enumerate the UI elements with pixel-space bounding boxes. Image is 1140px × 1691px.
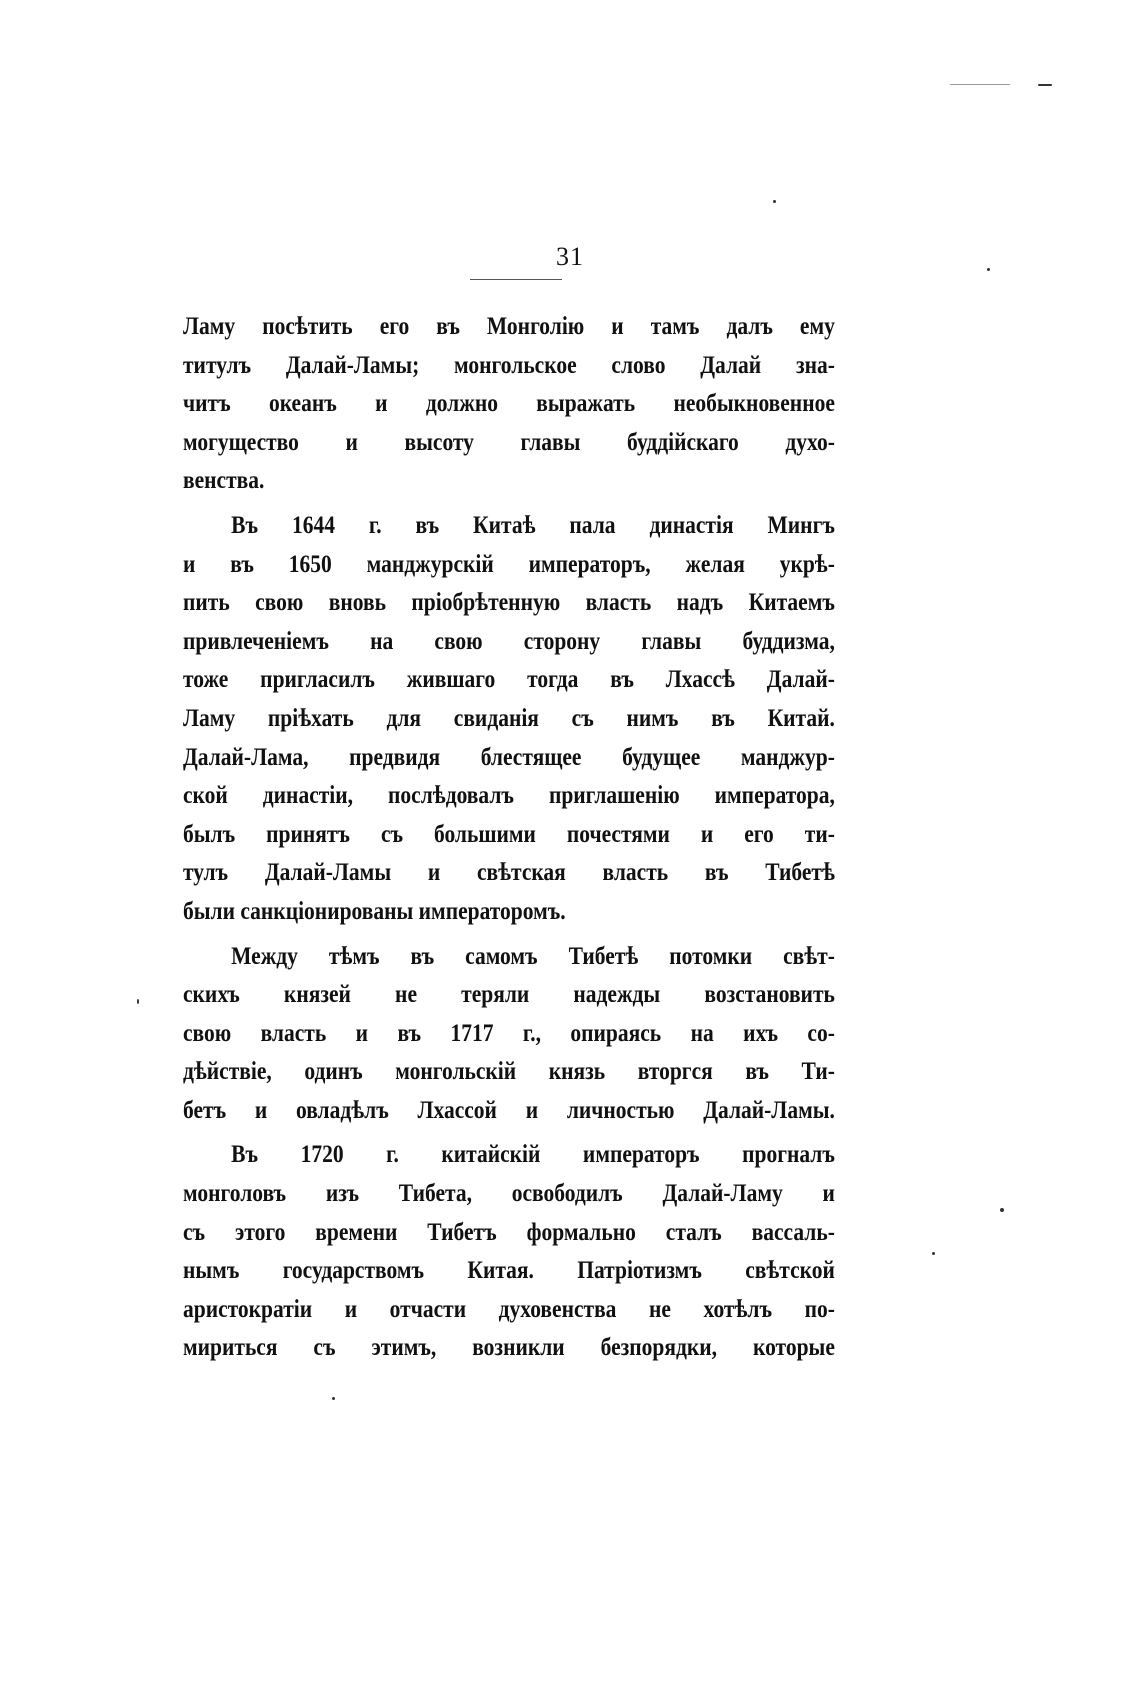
text-line: венства. bbox=[183, 467, 265, 495]
scan-speck bbox=[1000, 1208, 1004, 1212]
text-line: дѣйствіе, одинъ монгольскій князь вторгся въ Ти- bbox=[183, 1058, 835, 1086]
text-line: монголовъ изъ Тибета, освободилъ Далай-Ламу и bbox=[183, 1180, 835, 1208]
scan-speck bbox=[1038, 84, 1052, 86]
text-line: былъ принятъ съ большими почестями и его ти- bbox=[183, 820, 835, 848]
paragraph bbox=[183, 507, 835, 932]
text-line: могущество и высоту главы буддійскаго духо- bbox=[183, 428, 835, 456]
scan-speck bbox=[950, 84, 1010, 85]
text-line: были санкціонированы императоромъ. bbox=[183, 897, 566, 925]
text-line: скихъ князей не теряли надежды возстановить bbox=[183, 981, 835, 1009]
text-line: привлеченіемъ на свою сторону главы буддизма, bbox=[183, 627, 835, 655]
text-line: пить свою вновь пріобрѣтенную власть надъ Китаемъ bbox=[183, 589, 835, 617]
text-line: свою власть и въ 1717 г., опираясь на ихъ со- bbox=[183, 1019, 835, 1047]
scan-speck bbox=[932, 1252, 935, 1255]
text-line: Ламу посѣтить его въ Монголію и тамъ далъ ему bbox=[183, 313, 835, 340]
text-line: бетъ и овладѣлъ Лхассой и личностью Далай-Ламы. bbox=[183, 1096, 835, 1124]
page-number: 31 bbox=[556, 242, 584, 271]
paragraph bbox=[183, 938, 835, 1131]
text-line: Между тѣмъ въ самомъ Тибетѣ потомки свѣт- bbox=[231, 942, 835, 970]
scan-speck bbox=[137, 999, 139, 1004]
text-line: читъ океанъ и должно выражать необыкновенное bbox=[183, 390, 835, 418]
scan-speck bbox=[332, 1397, 335, 1400]
text-line: и въ 1650 манджурскій императоръ, желая укрѣ- bbox=[183, 550, 835, 578]
text-line: аристократіи и отчасти духовенства не хотѣлъ по- bbox=[183, 1295, 835, 1323]
text-line: Въ 1644 г. въ Китаѣ пала династія Мингъ bbox=[231, 511, 835, 539]
text-line: мириться съ этимъ, возникли безпорядки, которые bbox=[183, 1334, 835, 1362]
page-number-rule bbox=[470, 279, 562, 280]
paragraph bbox=[183, 1136, 835, 1368]
text-line: Ламу пріѣхать для свиданія съ нимъ въ Китай. bbox=[183, 704, 835, 732]
text-line: тоже пригласилъ жившаго тогда въ Лхассѣ Далай- bbox=[183, 666, 835, 694]
text-line: тулъ Далай-Ламы и свѣтская власть въ Тибетѣ bbox=[183, 859, 835, 887]
text-line: ской династіи, послѣдовалъ приглашенію императора, bbox=[183, 782, 835, 810]
text-line: титулъ Далай-Ламы; монгольское слово Далай зна- bbox=[183, 351, 835, 379]
text-line: нымъ государствомъ Китая. Патріотизмъ свѣтской bbox=[183, 1257, 835, 1285]
body-text bbox=[183, 308, 835, 1368]
scan-speck bbox=[987, 268, 990, 271]
scan-speck bbox=[773, 200, 776, 203]
paragraph bbox=[183, 308, 835, 501]
text-line: съ этого времени Тибетъ формально сталъ вассаль- bbox=[183, 1218, 835, 1246]
text-line: Въ 1720 г. китайскій императоръ прогналъ bbox=[231, 1141, 835, 1169]
text-line: Далай-Лама, предвидя блестящее будущее манджур- bbox=[183, 743, 835, 771]
